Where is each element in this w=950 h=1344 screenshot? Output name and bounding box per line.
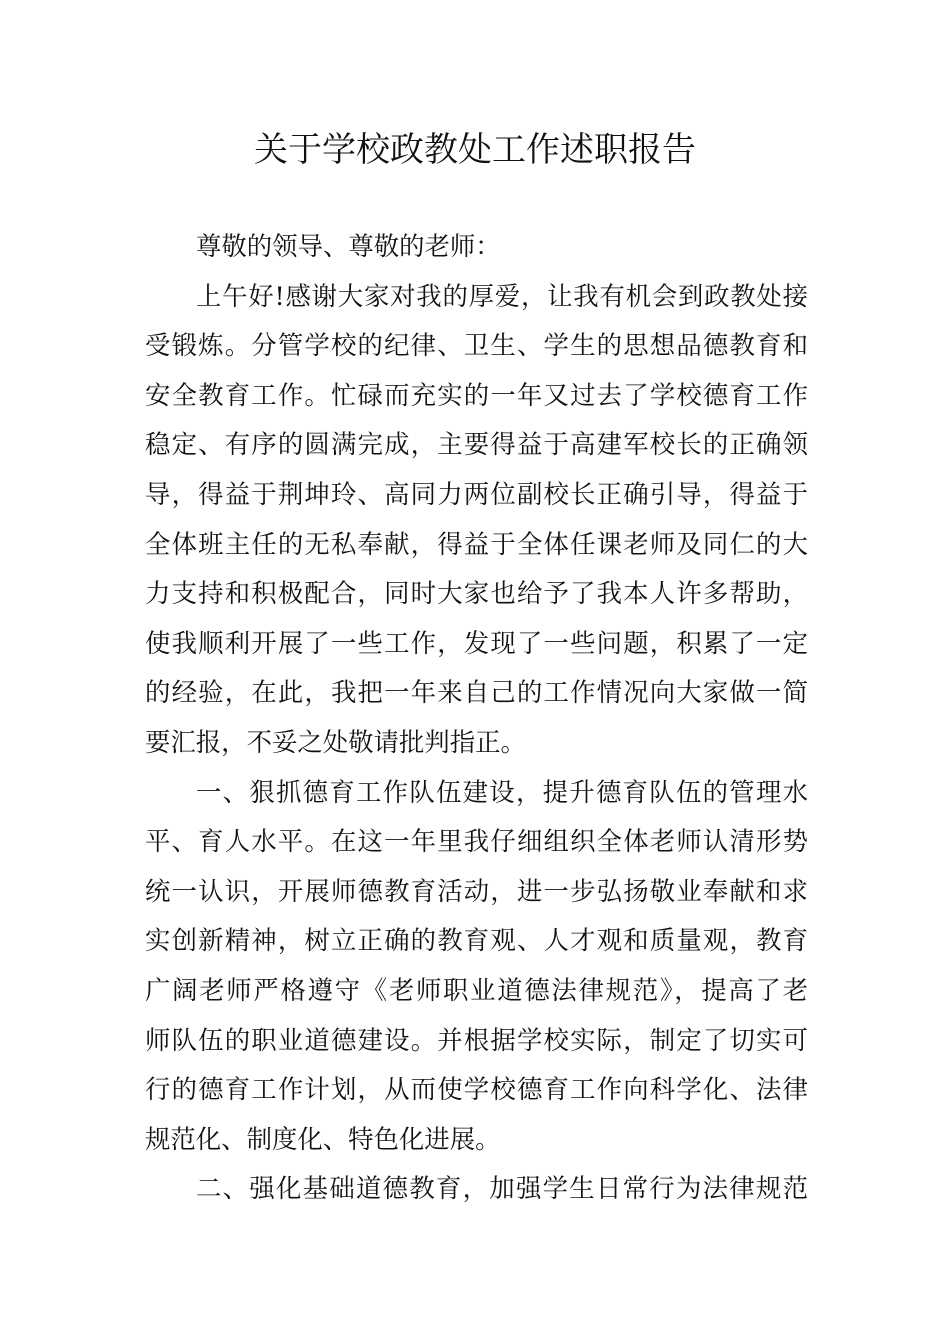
paragraph-line: 力支持和积极配合，同时大家也给予了我本人许多帮助， xyxy=(145,578,808,609)
paragraph-line: 实创新精神，树立正确的教育观、人才观和质量观，教育 xyxy=(145,925,808,956)
paragraph-opening xyxy=(145,272,808,768)
paragraph-line: 尊敬的领导、尊敬的老师： xyxy=(196,231,501,261)
paragraph-line: 使我顺利开展了一些工作，发现了一些问题，积累了一定 xyxy=(145,627,808,658)
paragraph-line: 上午好!感谢大家对我的厚爱，让我有机会到政教处接 xyxy=(196,280,808,311)
paragraph-line: 行的德育工作计划，从而使学校德育工作向科学化、法律 xyxy=(145,1074,808,1105)
document-title: 关于学校政教处工作述职报告 xyxy=(254,130,696,170)
paragraph-line: 的经验，在此，我把一年来自己的工作情况向大家做一简 xyxy=(145,677,808,708)
paragraph-line: 稳定、有序的圆满完成，主要得益于高建军校长的正确领 xyxy=(145,429,808,460)
paragraph-line: 规范化、制度化、特色化进展。 xyxy=(145,1123,501,1154)
document-body xyxy=(145,222,808,1214)
paragraph-line: 要汇报，不妥之处敬请批判指正。 xyxy=(145,726,526,757)
paragraph-line: 一、狠抓德育工作队伍建设，提升德育队伍的管理水 xyxy=(196,776,808,807)
paragraph-line: 导，得益于荆坤玲、高同力两位副校长正确引导，得益于 xyxy=(145,478,808,509)
paragraph-line: 广阔老师严格遵守《老师职业道德法律规范》，提高了老 xyxy=(145,974,808,1005)
paragraph-line: 平、育人水平。在这一年里我仔细组织全体老师认清形势 xyxy=(145,826,808,857)
paragraph-salutation xyxy=(145,222,808,272)
paragraph-line: 全体班主任的无私奉献，得益于全体任课老师及同仁的大 xyxy=(145,528,808,559)
paragraph-section-two xyxy=(145,1164,808,1214)
paragraph-line: 二、强化基础道德教育，加强学生日常行为法律规范 xyxy=(196,1173,808,1204)
paragraph-line: 受锻炼。分管学校的纪律、卫生、学生的思想品德教育和 xyxy=(145,330,808,361)
paragraph-line: 师队伍的职业道德建设。并根据学校实际，制定了切实可 xyxy=(145,1024,808,1055)
paragraph-line: 统一认识，开展师德教育活动，进一步弘扬敬业奉献和求 xyxy=(145,875,808,906)
paragraph-line: 安全教育工作。忙碌而充实的一年又过去了学校德育工作 xyxy=(145,379,808,410)
paragraph-section-one xyxy=(145,768,808,1165)
